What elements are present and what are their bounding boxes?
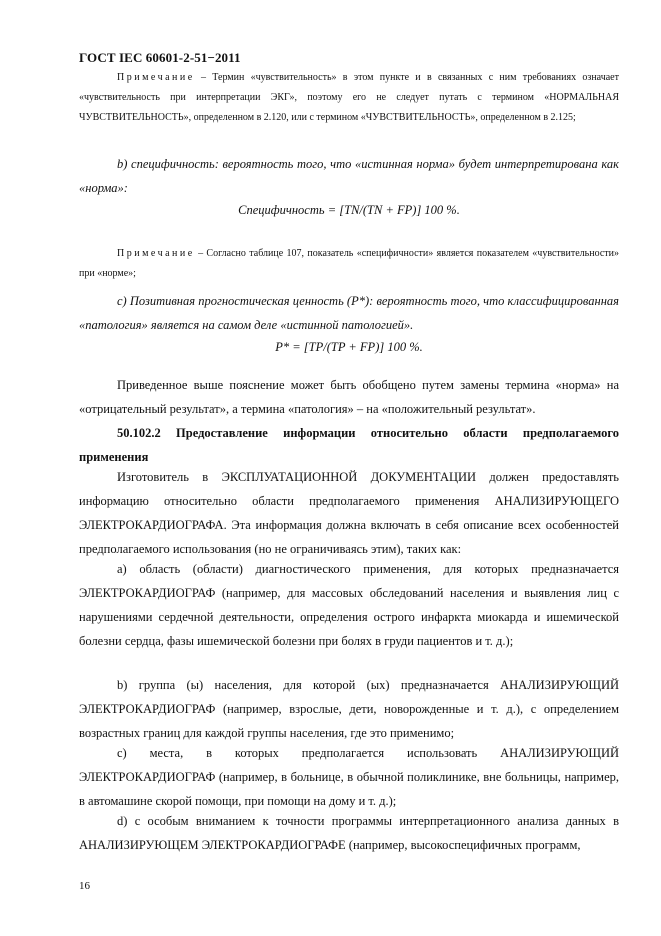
section-title-50-102-2: 50.102.2 Предоставление информации относительно области предполагаемого применения [79, 426, 619, 464]
note-text: – Согласно таблице 107, показатель «специфичности» является показателем «чувствительности» при «норме»; [79, 248, 619, 279]
list-item-d: d) с особым вниманием к точности программы интерпретационного анализа данных в АНАЛИЗИРУЮЩЕМ ЭЛЕКТРОКАРДИОГРАФЕ (например, высокоспецифичных программ, [79, 814, 619, 852]
list-item-b: b) группа (ы) населения, для которой (ых) предназначается АНАЛИЗИРУЮЩИЙ ЭЛЕКТРОКАРДИОГРАФ (например, взрослые, дети, новорожденные и т. д.), с определением возрастных границ для каждой группы населения, где это применимо; [79, 678, 619, 740]
list-item-a: а) область (области) диагностического применения, для которых предназначается ЭЛЕКТРОКАРДИОГРАФ (например, для массовых обследований населения и выявления лиц с нарушениями сердечной деятельности, определения острого инфаркта миокарда и ишемической болезни сердца, фазы ишемической болезни при болях в груди пациентов и т. д.); [79, 562, 619, 648]
note-lead: Примечание [117, 248, 195, 259]
note-specificity [79, 244, 619, 284]
item-b-specificity: b) специфичность: вероятность того, что «истинная норма» будет интерпретирована как «норма»: [79, 157, 619, 195]
page-number: 16 [79, 880, 90, 892]
item-c-ppv: с) Позитивная прогностическая ценность (P*): вероятность того, что классифицированная «патология» является на самом деле «истинной патологией». [79, 294, 619, 332]
paragraph-generalization: Приведенное выше пояснение может быть обобщено путем замены термина «норма» на «отрицательный результат», а термина «патология» – на «положительный результат». [79, 378, 619, 416]
list-item-c: с) места, в которых предполагается использовать АНАЛИЗИРУЮЩИЙ ЭЛЕКТРОКАРДИОГРАФ (например, в больнице, в обычной поликлинике, вне больницы, например, в автомашине скорой помощи, при помощи на дому и т. д.); [79, 746, 619, 808]
formula-specificity: Специфичность = [TN/(TN + FP)] 100 %. [238, 203, 460, 217]
document-header: ГОСТ IEC 60601-2-51−2011 [79, 50, 241, 65]
note-text: – Термин «чувствительность» в этом пункте и в связанных с ним требованиях означает «чувствительность при интерпретации ЭКГ», поэтому его не следует путать с термином «НОРМАЛЬНАЯ ЧУВСТВИТЕЛЬНОСТЬ», определенном в 2.120, или с термином «ЧУВСТВИТЕЛЬНОСТЬ», определенном в 2.125; [79, 72, 619, 123]
note-sensitivity [79, 68, 619, 128]
note-lead: Примечание [117, 72, 195, 83]
paragraph-manufacturer: Изготовитель в ЭКСПЛУАТАЦИОННОЙ ДОКУМЕНТАЦИИ должен предоставлять информацию относительно области предполагаемого применения АНАЛИЗИРУЮЩЕГО ЭЛЕКТРОКАРДИОГРАФА. Эта информация должна включать в себя описание всех особенностей предполагаемого использования (но не ограничиваясь этим), таких как: [79, 470, 619, 556]
formula-ppv: P* = [TP/(TP + FP)] 100 %. [275, 340, 423, 354]
